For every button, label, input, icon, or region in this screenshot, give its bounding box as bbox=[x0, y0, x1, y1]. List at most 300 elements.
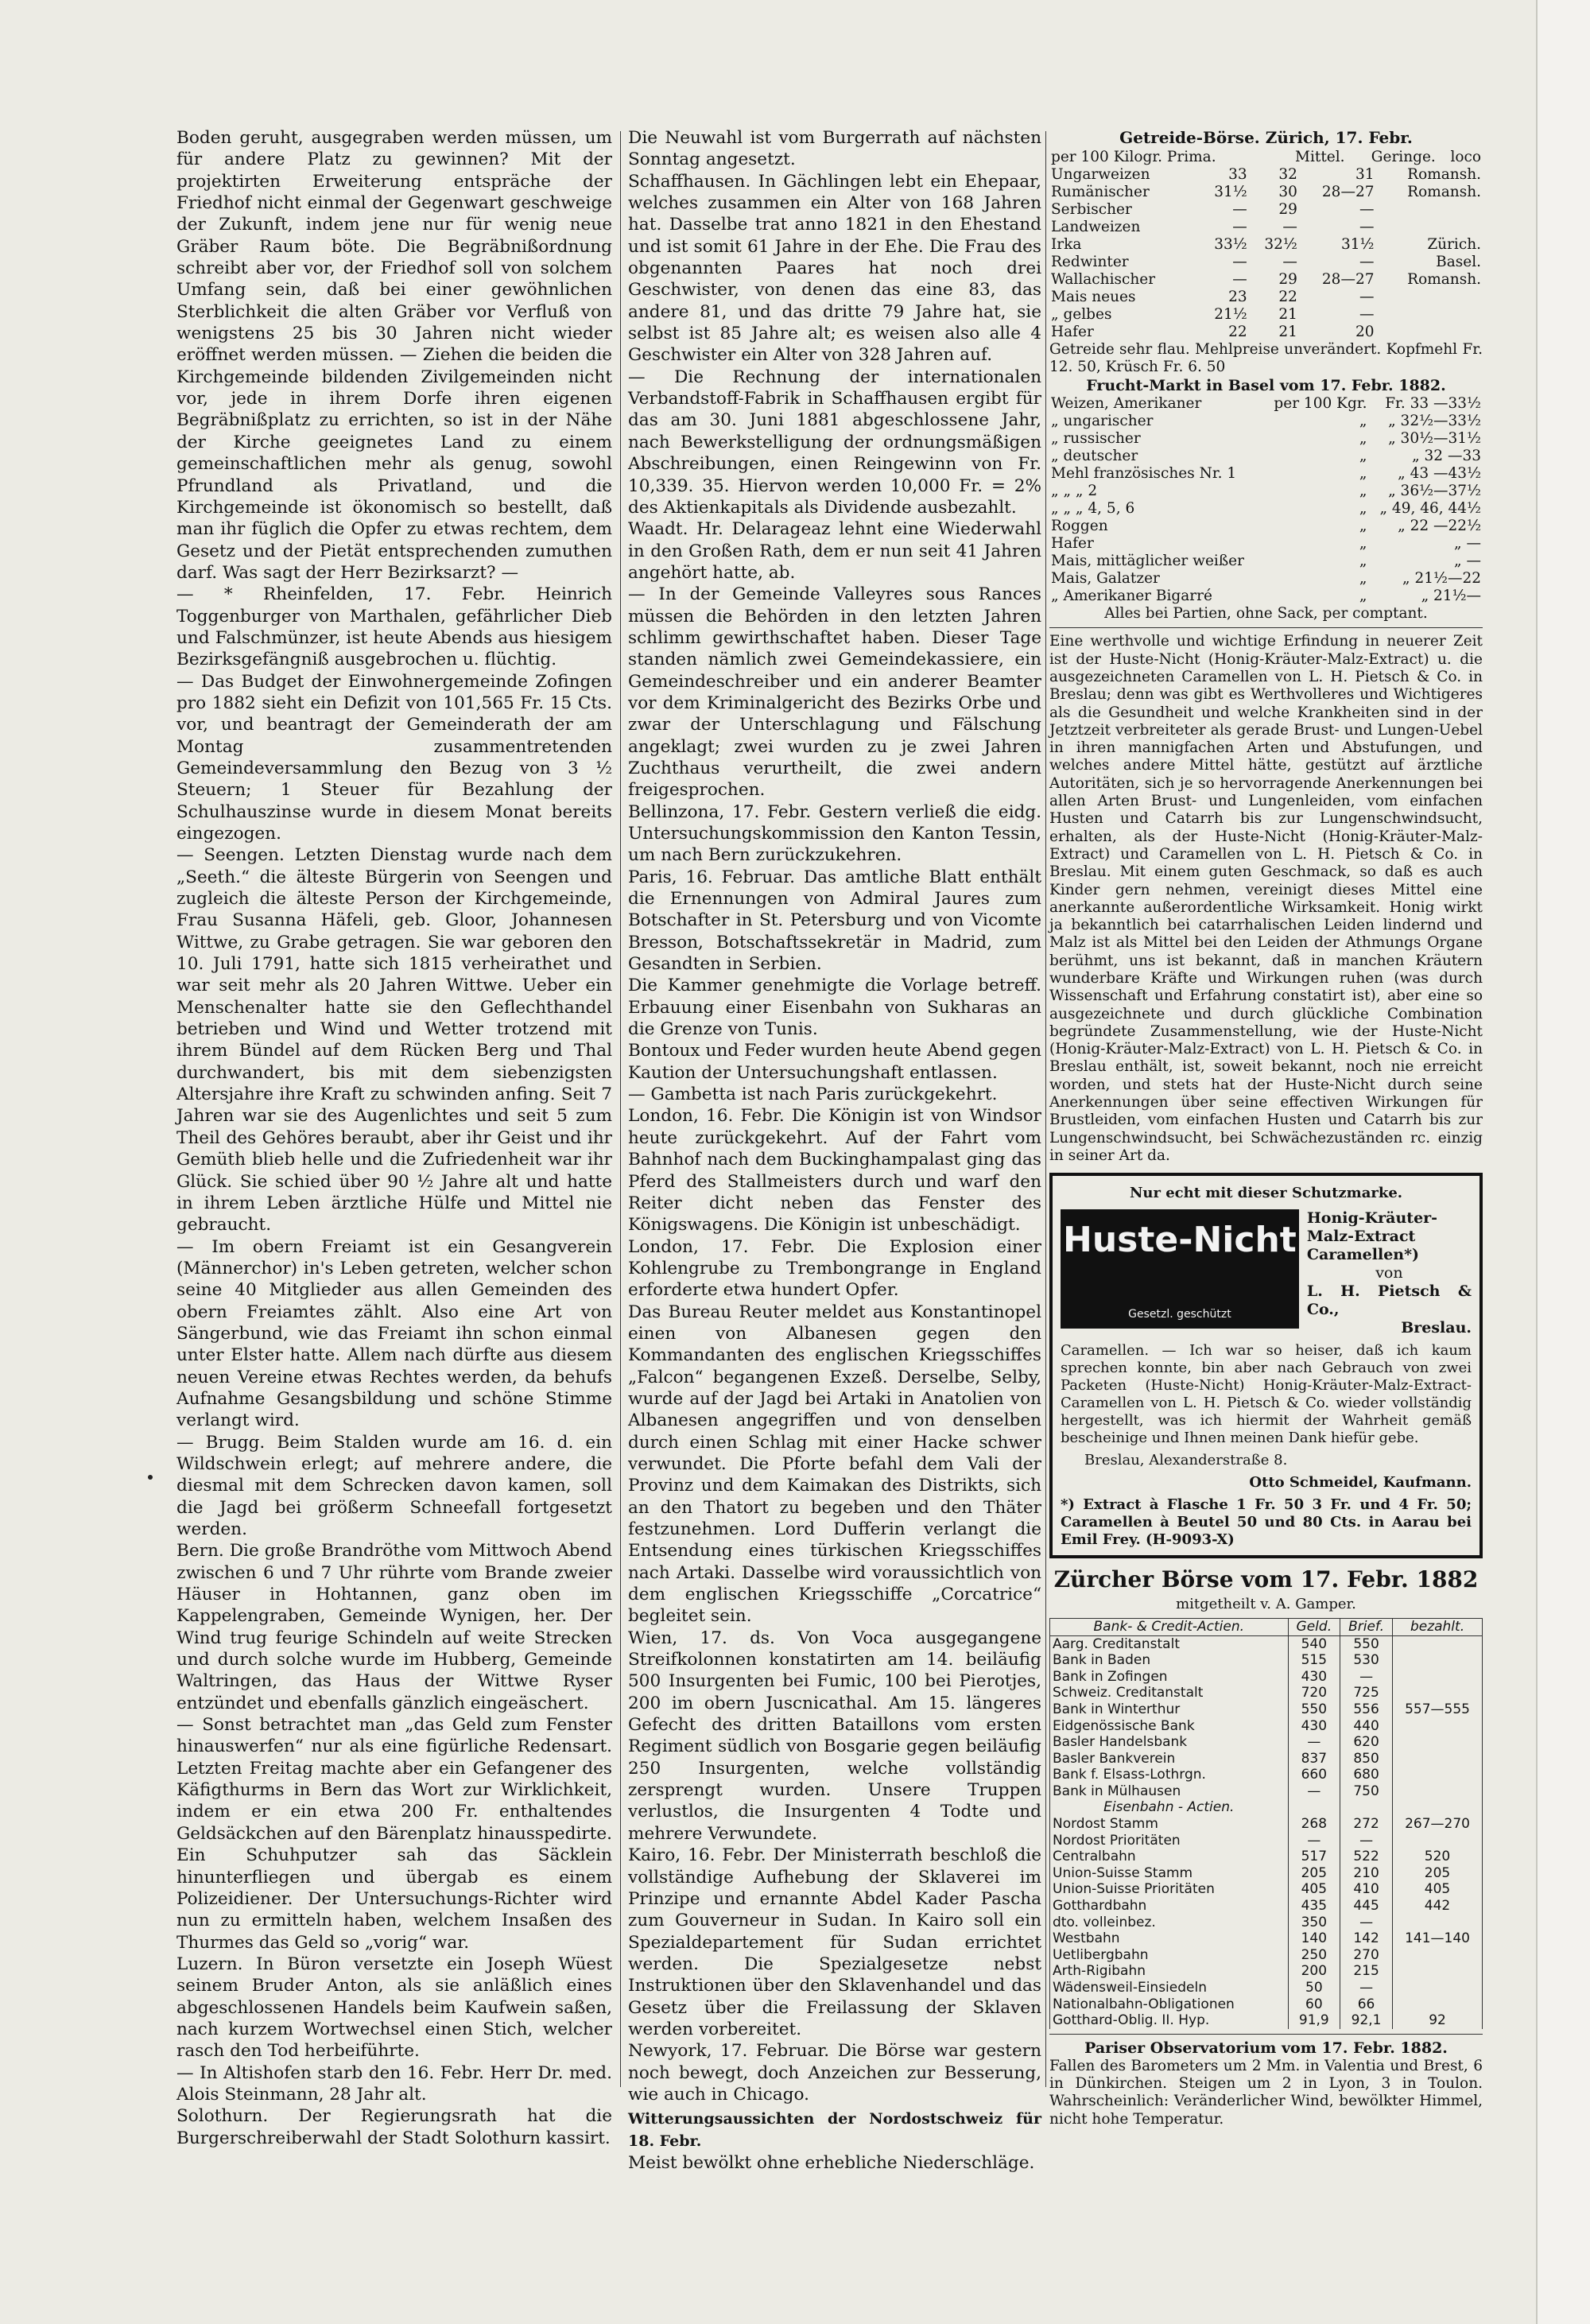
article: Die Neuwahl ist vom Burgerrath auf nächsten Sonntag angesetzt. bbox=[628, 128, 1041, 170]
article: Solothurn. Der Regierungsrath hat die Burgerschreiberwahl der Stadt Solothurn kassirt. bbox=[176, 2106, 612, 2148]
table-cell: — bbox=[1359, 201, 1375, 219]
article: Waadt. Hr. Delarageaz lehnt eine Wiederwahl in den Großen Rath, dem er nun seit 41 Jahren angehört hatte, ab. bbox=[628, 519, 1041, 583]
weather-text: Meist bewölkt ohne erhebliche Niederschläge. bbox=[628, 2152, 1035, 2173]
table-cell: Centralbahn bbox=[1050, 1849, 1289, 1865]
article: — Sonst betrachtet man „das Geld zum Fenster hinauswerfen“ nur als eine figürliche Redensart. Letzten Freitag machte aber ein Gefangener des Käfigthurms in Bern das Wort zur Wirklichkeit, indem er ein etwa 200 Fr. enthaltendes Geldsäckchen auf den Bärenplatz hinausspedirte. Ein Schuhputzer sah das Säcklein hinunterfliegen und übergab es einem Polizeidiener. Der Untersuchungs-Richter wird nun zu ermitteln haben, welchem Insaßen des Thurmes das Geld so „vorig“ war. bbox=[176, 1715, 612, 1953]
weather-heading: Witterungsaussichten der Nordostschweiz für 18. Febr. bbox=[628, 2110, 1041, 2150]
frucht-title: Frucht-Markt in Basel vom 17. Febr. 1882. bbox=[1086, 377, 1446, 395]
table-cell: 517 bbox=[1288, 1849, 1340, 1865]
table-row bbox=[1050, 1751, 1483, 1767]
table-cell: 142 bbox=[1340, 1930, 1393, 1947]
article: Bern. Die große Brandröthe vom Mittwoch Abend zwischen 6 und 7 Uhr rührte vom Brande zweier Häuser in Hohtannen, ganz oben im Kappelengraben, Gemeinde Wynigen, her. Der Wind trug feurige Schindeln auf weite Strecken und durch solche wurde im Hubberg, Gemeinde Waltringen, das Haus der Wittwe Ryser entzündet und ebenfalls gänzlich eingeäschert. bbox=[176, 1541, 612, 1713]
table-cell: Hafer bbox=[1051, 535, 1094, 553]
observatory-text: Fallen des Barometers um 2 Mm. in Valentia und Brest, 6 in Dünkirchen. Steigen um 2 in Lyon, 3 in Toulon. Wahrscheinlich: Veränderlicher Wind, bewölkter Himmel, nicht hohe Temperatur. bbox=[1049, 2057, 1483, 2128]
table-cell bbox=[1393, 1734, 1483, 1751]
table-cell bbox=[1393, 1915, 1483, 1931]
table-cell: 205 bbox=[1393, 1865, 1483, 1882]
table-cell: 22 bbox=[1278, 289, 1297, 306]
table-row bbox=[1050, 1963, 1483, 1980]
table-cell: — bbox=[1359, 254, 1375, 271]
table-cell: 435 bbox=[1288, 1898, 1340, 1915]
table-cell: 556 bbox=[1340, 1701, 1393, 1718]
table-cell: „ gelbes bbox=[1051, 306, 1112, 324]
table-row bbox=[1050, 1816, 1483, 1833]
table-cell: „ bbox=[1359, 588, 1367, 605]
article: Luzern. In Büron versetzte ein Joseph Wüest seinem Bruder Anton, als sie anläßlich eines abgeschlossenen Handels beim Kaufwein saßen, nach kurzem Wortwechsel einen Stich, welcher rasch den Tod herbeiführte. bbox=[176, 1953, 612, 2062]
getreide-note: Getreide sehr flau. Mehlpreise unverändert. Kopfmehl Fr. 12. 50, Krüsch Fr. 6. 50 bbox=[1049, 341, 1483, 376]
advertisement bbox=[1049, 1173, 1483, 1558]
table-cell: Nordost Prioritäten bbox=[1050, 1833, 1289, 1849]
table-row bbox=[1050, 1783, 1483, 1800]
table-cell: Aarg. Creditanstalt bbox=[1050, 1635, 1289, 1652]
divider bbox=[1049, 627, 1483, 628]
table-cell: 350 bbox=[1288, 1915, 1340, 1931]
article: Wien, 17. ds. Von Voca ausgegangene Streifkolonnen konstatirten am 14. beiläufig 500 Insurgenten bei Fumic, 100 bei Pierotjes, 200 im obern Juscnicathal. Am 15. längeres Gefecht des dritten Bataillons vom ersten Regiment südlich von Bosgarie gegen beiläufig 250 Insurgenten, welche vollständig zersprengt wurden. Unsere Truppen verlustlos, die Insurgenten 4 Todte und mehrere Verwundete. bbox=[628, 1628, 1041, 1844]
table-cell bbox=[1393, 1963, 1483, 1980]
table-row bbox=[1049, 254, 1483, 271]
table-cell: „ bbox=[1359, 483, 1367, 500]
table-cell bbox=[1393, 1767, 1483, 1783]
table-cell: — bbox=[1340, 1915, 1393, 1931]
logo-title: Huste-Nicht bbox=[1063, 1219, 1297, 1260]
article: — Die Rechnung der internationalen Verbandstoff-Fabrik in Schaffhausen ergibt für das am 30. Juni 1881 abgeschlossene Jahr, nach Bewerkstelligung der ordnungsmäßigen Abschreibungen, einen Reingewinn von Fr. 10,339. 35. Hiervon werden 10,000 Fr. = 2% des Aktienkapitals als Dividende ausbezahlt. bbox=[628, 367, 1041, 518]
table-cell bbox=[1393, 1718, 1483, 1735]
table-cell: — bbox=[1340, 1980, 1393, 1996]
header-cell: per 100 Kilogr. Prima. bbox=[1051, 149, 1216, 166]
table-cell: Westbahn bbox=[1050, 1930, 1289, 1947]
table-cell: Wädensweil-Einsiedeln bbox=[1050, 1980, 1289, 1996]
ad-heading: Nur echt mit dieser Schutzmarke. bbox=[1129, 1185, 1403, 1202]
header-cell: bezahlt. bbox=[1393, 1618, 1483, 1635]
table-cell: „ „ „ 2 bbox=[1051, 483, 1098, 500]
getreide-table bbox=[1049, 149, 1483, 166]
column-1 bbox=[176, 127, 612, 2148]
table-row bbox=[1050, 1849, 1483, 1865]
table-cell: 91,9 bbox=[1288, 2012, 1340, 2029]
borse-title: Zürcher Börse vom 17. Febr. 1882 bbox=[1053, 1565, 1479, 1593]
table-cell: — bbox=[1288, 1833, 1340, 1849]
article: — Gambetta ist nach Paris zurückgekehrt. bbox=[628, 1084, 998, 1105]
article: Die Kammer genehmigte die Vorlage betreff. Erbauung einer Eisenbahn von Sukharas an die Grenze von Tunis. bbox=[628, 976, 1041, 1040]
table-cell: — bbox=[1288, 1783, 1340, 1800]
table-cell: Mehl französisches Nr. 1 bbox=[1051, 465, 1237, 483]
column-rule bbox=[620, 131, 621, 2087]
table-cell bbox=[1376, 289, 1483, 306]
table-cell: 32½ bbox=[1264, 236, 1297, 254]
table-row bbox=[1050, 2012, 1483, 2029]
table-cell: Fr. 33 —33½ bbox=[1385, 395, 1481, 413]
table-cell: Redwinter bbox=[1051, 254, 1129, 271]
ad-footnote: *) Extract à Flasche 1 Fr. 50 3 Fr. und 4 Fr. 50; Caramellen à Beutel 50 und 80 Cts. in Aarau bei Emil Frey. (H-9093-X) bbox=[1061, 1496, 1472, 1548]
table-row bbox=[1050, 1767, 1483, 1783]
table-cell bbox=[1393, 1799, 1483, 1816]
table-cell bbox=[1393, 1833, 1483, 1849]
table-cell: 28—27 bbox=[1321, 271, 1375, 289]
logo-subtitle: Gesetzl. geschützt bbox=[1128, 1307, 1231, 1321]
section-row bbox=[1050, 1799, 1483, 1816]
article: Newyork, 17. Februar. Die Börse war gestern noch bewegt, doch Anzeichen zur Besserung, wie auch in Chicago. bbox=[628, 2041, 1041, 2105]
table-cell: 410 bbox=[1340, 1881, 1393, 1898]
table-cell: 141—140 bbox=[1393, 1930, 1483, 1947]
table-cell: „ 43 —43½ bbox=[1398, 465, 1481, 483]
observatory-title: Pariser Observatorium vom 17. Febr. 1882. bbox=[1084, 2039, 1448, 2057]
table-cell: 200 bbox=[1288, 1963, 1340, 1980]
table-cell bbox=[1393, 1996, 1483, 2013]
table-cell: 215 bbox=[1340, 1963, 1393, 1980]
table-row bbox=[1049, 413, 1483, 430]
table-cell: Bank in Zofingen bbox=[1050, 1669, 1289, 1686]
table-row bbox=[1049, 465, 1483, 483]
table-cell: „ russischer bbox=[1051, 430, 1141, 448]
table-cell: Landweizen bbox=[1051, 219, 1141, 236]
table-cell: 21 bbox=[1278, 306, 1297, 324]
table-cell: 557—555 bbox=[1393, 1701, 1483, 1718]
ad-line: Honig-Kräuter- bbox=[1306, 1209, 1438, 1227]
table-cell: „ bbox=[1359, 413, 1367, 430]
table-cell: Basler Handelsbank bbox=[1050, 1734, 1289, 1751]
huste-article: Eine werthvolle und wichtige Erfindung in neuerer Zeit ist der Huste-Nicht (Honig-Kräuter-Malz-Extract) u. die ausgezeichneten Caramellen von L. H. Pietsch & Co. in Breslau; denn was gibt es Werthvolleres und Wichtigeres als die Gesundheit und welche Krankheiten sind in der Jetztzeit verbreiteter als gerade Brust- und Lungen-Uebel in ihren mannigfachen Arten und Abstufungen, und welches andere Mittel hätte, gestützt auf ärztliche Autoritäten, sich je so hervorragende Anerkennungen bei allen Arten Brust- und Lungenleiden, vom einfachen Husten und Catarrh bis zur Lungenschwindsucht, erhalten, als der Huste-Nicht (Honig-Kräuter-Malz-Extract) und Caramellen von L. H. Pietsch & Co. in Breslau. Mit einem guten Geschmack, so daß es auch Kinder gern nehmen, vereinigt dieses Mittel eine anerkannte außerordentliche Wirksamkeit. Honig wirkt ja bekanntlich bei catarrhalischen Leiden lindernd und Malz ist als Mittel bei den Leiden der Athmungs Organe berühmt, uns ist bekannt, daß in manchen Kräutern wunderbare Kräfte und Wirkungen ruhen (was durch Wissenschaft und Erfahrung constatirt ist), aber eine so ausgezeichnete und durch glückliche Combination begründete Zusammenstellung, wie der Huste-Nicht (Honig-Kräuter-Malz-Extract) von L. H. Pietsch & Co. in Breslau enthält, ist, soweit bekannt, noch nie erreicht worden, und stets hat der Huste-Nicht durch seine Anerkennungen über seine effectiven Wirkungen für Brustleiden, vom einfachen Husten und Catarrh bis zur Lungenschwindsucht, bei Schwächezuständen rc. einzig in seiner Art da. bbox=[1049, 633, 1483, 1164]
table-cell bbox=[1376, 201, 1483, 219]
table-cell bbox=[1393, 1685, 1483, 1701]
table-cell: per 100 Kgr. bbox=[1274, 395, 1367, 413]
column-3 bbox=[1049, 127, 1483, 2128]
frucht-table bbox=[1049, 395, 1483, 605]
table-cell: 50 bbox=[1288, 1980, 1340, 1996]
table-cell bbox=[1393, 1947, 1483, 1964]
table-row bbox=[1049, 588, 1483, 605]
table-cell bbox=[1393, 1652, 1483, 1669]
table-cell: 31 bbox=[1355, 166, 1375, 184]
table-cell: Nordost Stamm bbox=[1050, 1816, 1289, 1833]
table-cell: — bbox=[1359, 306, 1375, 324]
table-cell: — bbox=[1282, 219, 1297, 236]
table-cell: — bbox=[1359, 289, 1375, 306]
table-row bbox=[1049, 500, 1483, 518]
table-cell: 21 bbox=[1278, 324, 1297, 341]
article: Bontoux und Feder wurden heute Abend gegen Kaution der Untersuchungshaft entlassen. bbox=[628, 1041, 1041, 1083]
table-cell: — bbox=[1232, 201, 1247, 219]
table-cell: 442 bbox=[1393, 1898, 1483, 1915]
table-cell: Mais neues bbox=[1051, 289, 1136, 306]
article: — * Rheinfelden, 17. Febr. Heinrich Toggenburger von Marthalen, gefährlicher Dieb und Falschmünzer, ist heute Abends aus hiesigem Bezirksgefängniß ausgebrochen u. flüchtig. bbox=[176, 584, 612, 670]
ad-testimonial: Caramellen. — Ich war so heiser, daß ich kaum sprechen konnte, bin aber nach Gebrauch von zwei Packeten (Huste-Nicht) Honig-Kräuter-Malz-Extract-Caramellen von L. H. Pietsch & Co. wieder vollständig hergestellt, was ich hiermit der Wahrheit gemäß bescheinige und Ihnen meinen Dank hiefür gebe. bbox=[1061, 1341, 1472, 1446]
table-cell: Uetlibergbahn bbox=[1050, 1947, 1289, 1964]
table-cell: Gotthard-Oblig. II. Hyp. bbox=[1050, 2012, 1289, 2029]
table-cell: 620 bbox=[1340, 1734, 1393, 1751]
table-cell: 29 bbox=[1278, 201, 1297, 219]
table-cell bbox=[1393, 1635, 1483, 1652]
header-cell: Geringe. bbox=[1371, 149, 1436, 166]
table-cell: 250 bbox=[1288, 1947, 1340, 1964]
table-row bbox=[1049, 553, 1483, 570]
table-cell bbox=[1393, 1783, 1483, 1800]
table-cell: 850 bbox=[1340, 1751, 1393, 1767]
table-row bbox=[1049, 236, 1483, 254]
column-2 bbox=[628, 127, 1041, 2173]
table-row bbox=[1050, 1865, 1483, 1882]
section-label: Eisenbahn - Actien. bbox=[1050, 1799, 1289, 1816]
table-row bbox=[1050, 1669, 1483, 1686]
table-cell: Romansh. bbox=[1407, 166, 1481, 184]
table-cell: 29 bbox=[1278, 271, 1297, 289]
table-cell: 750 bbox=[1340, 1783, 1393, 1800]
article: Bellinzona, 17. Febr. Gestern verließ die eidg. Untersuchungskommission den Kanton Tessin, um nach Bern zurückzukehren. bbox=[628, 801, 1041, 866]
table-cell: „ 30½—31½ bbox=[1388, 430, 1481, 448]
table-cell: 837 bbox=[1288, 1751, 1340, 1767]
table-cell: — bbox=[1282, 254, 1297, 271]
table-cell bbox=[1376, 219, 1483, 236]
table-row bbox=[1050, 1947, 1483, 1964]
table-cell: 522 bbox=[1340, 1849, 1393, 1865]
table-row bbox=[1050, 1996, 1483, 2013]
table-row bbox=[1049, 518, 1483, 535]
ad-line: Malz-Extract bbox=[1306, 1227, 1416, 1245]
ad-sign-place: Breslau, Alexanderstraße 8. bbox=[1084, 1451, 1288, 1469]
table-row bbox=[1049, 448, 1483, 465]
table-cell: 33½ bbox=[1214, 236, 1247, 254]
table-cell: „ 21½—22 bbox=[1402, 570, 1481, 588]
table-cell: 660 bbox=[1288, 1767, 1340, 1783]
header-cell: Brief. bbox=[1340, 1618, 1393, 1635]
table-cell: Union-Suisse Stamm bbox=[1050, 1865, 1289, 1882]
table-cell: 33 bbox=[1228, 166, 1247, 184]
table-cell bbox=[1393, 1751, 1483, 1767]
table-row bbox=[1050, 1652, 1483, 1669]
table-cell: 440 bbox=[1340, 1718, 1393, 1735]
table-row bbox=[1050, 1980, 1483, 1996]
table-cell: Basler Bankverein bbox=[1050, 1751, 1289, 1767]
table-row bbox=[1049, 184, 1483, 201]
table-cell: Weizen, Amerikaner bbox=[1051, 395, 1202, 413]
article: — In der Gemeinde Valleyres sous Rances müssen die Behörden in den letzten Jahren schlimm gewirthschaftet haben. Dieser Tage standen nämlich zwei Gemeindekassiere, ein Gemeindeschreiber und ein anderer Beamter vor dem Kriminalgericht des Bezirks Orbe und zwar der Unterschlagung und Fälschung angeklagt; zwei wurden zu je zwei Jahren Zuchthaus verurtheilt, die zwei andern freigesprochen. bbox=[628, 584, 1041, 801]
table-row bbox=[1049, 483, 1483, 500]
table-row bbox=[1049, 289, 1483, 306]
getreide-rows bbox=[1049, 166, 1483, 341]
table-cell: 30 bbox=[1278, 184, 1297, 201]
article: London, 17. Febr. Die Explosion einer Kohlengrube zu Trembongrange in England erforderte etwa hundert Opfer. bbox=[628, 1236, 1041, 1301]
table-cell: 267—270 bbox=[1393, 1816, 1483, 1833]
trademark-logo bbox=[1061, 1209, 1299, 1329]
table-cell bbox=[1393, 1980, 1483, 1996]
article: — Seengen. Letzten Dienstag wurde nach dem „Seeth.“ die älteste Bürgerin von Seengen und zugleich die älteste Person der Kirchgemeinde, Frau Susanna Häfeli, geb. Gloor, Johannesen Wittwe, zu Grabe getragen. Sie war geboren den 10. Juli 1791, hatte sich 1815 verheirathet und war seit mehr als 20 Jahren Wittwe. Ueber ein Menschenalter hatte sie den Geflechthandel betrieben und Wind und Wetter trotzend mit ihrem Bündel auf dem Rücken Berg und Thal durchwandert, bis mit dem siebenzigsten Altersjahre ihre Kraft zu schwinden anfing. Seit 7 Jahren war sie des Augenlichtes und seit 5 zum Theil des Gehöres beraubt, aber ihr Geist und ihr Gemüth blieb helle und die Zufriedenheit war ihr Glück. Sie schied über 90 ½ Jahre alt und hatte in ihrem Leben ärztliche Hülfe und Mittel nie gebraucht. bbox=[176, 845, 612, 1236]
table-cell bbox=[1288, 1799, 1340, 1816]
table-cell: — bbox=[1340, 1833, 1393, 1849]
table-cell: 270 bbox=[1340, 1947, 1393, 1964]
table-cell: „ bbox=[1359, 430, 1367, 448]
table-cell: 60 bbox=[1288, 1996, 1340, 2013]
table-cell: „ bbox=[1359, 448, 1367, 465]
table-cell: „ bbox=[1359, 518, 1367, 535]
table-cell: „ bbox=[1359, 465, 1367, 483]
table-cell: 725 bbox=[1340, 1685, 1393, 1701]
table-row bbox=[1049, 535, 1483, 553]
table-cell bbox=[1393, 1669, 1483, 1686]
table-cell: 66 bbox=[1340, 1996, 1393, 2013]
table-cell: 720 bbox=[1288, 1685, 1340, 1701]
table-cell: „ „ „ 4, 5, 6 bbox=[1051, 500, 1135, 518]
table-row bbox=[1050, 1734, 1483, 1751]
borse-subtitle: mitgetheilt v. A. Gamper. bbox=[1176, 1595, 1356, 1612]
table-cell: Rumänischer bbox=[1051, 184, 1150, 201]
table-cell: „ 32½—33½ bbox=[1388, 413, 1481, 430]
table-cell: Schweiz. Creditanstalt bbox=[1050, 1685, 1289, 1701]
table-cell: Roggen bbox=[1051, 518, 1108, 535]
table-cell bbox=[1340, 1799, 1393, 1816]
table-cell: „ 21½— bbox=[1421, 588, 1481, 605]
table-cell: 140 bbox=[1288, 1930, 1340, 1947]
table-cell: 28—27 bbox=[1321, 184, 1375, 201]
table-cell: „ bbox=[1359, 535, 1367, 553]
table-header bbox=[1050, 1618, 1483, 1635]
article: — Das Budget der Einwohnergemeinde Zofingen pro 1882 sieht ein Defizit von 101,565 Fr. 15 Cts. vor, und beantragt der Gemeinderath der am Montag zusammentretenden Gemeindeversammlung den Bezug von 3 ½ Steuern; 1 Steuer für Bezahlung der Schulhauszinse wurde in diesem Monat bereits eingezogen. bbox=[176, 671, 612, 844]
table-cell: Wallachischer bbox=[1051, 271, 1156, 289]
table-cell: Bank in Baden bbox=[1050, 1652, 1289, 1669]
divider bbox=[1049, 2034, 1483, 2035]
table-cell: Basel. bbox=[1436, 254, 1481, 271]
table-cell: — bbox=[1288, 1734, 1340, 1751]
table-cell: 31½ bbox=[1341, 236, 1375, 254]
table-cell: 92 bbox=[1393, 2012, 1483, 2029]
table-cell: Gotthardbahn bbox=[1050, 1898, 1289, 1915]
article: London, 16. Febr. Die Königin ist von Windsor heute zurückgekehrt. Auf der Fahrt vom Bahnhof nach dem Buckinghampalast ging das Pferd des Stallmeisters durch und warf den Reiter dicht neben das Fenster des Königswagens. Die Königin ist unbeschädigt. bbox=[628, 1106, 1041, 1236]
table-row bbox=[1049, 201, 1483, 219]
table-cell: Romansh. bbox=[1407, 271, 1481, 289]
table-cell: 405 bbox=[1393, 1881, 1483, 1898]
table-cell: „ 36½—37½ bbox=[1388, 483, 1481, 500]
ad-line: von bbox=[1375, 1263, 1403, 1282]
table-cell: „ 32 —33 bbox=[1412, 448, 1481, 465]
article: — Brugg. Beim Stalden wurde am 16. d. ein Wildschwein erlegt; auf mehrere andere, die diesmal mit dem Schrecken davon kamen, soll die Jagd bei größerm Schneefall fortgesetzt werden. bbox=[176, 1432, 612, 1539]
ad-line: Caramellen*) bbox=[1306, 1245, 1420, 1263]
table-cell: 268 bbox=[1288, 1816, 1340, 1833]
table-cell: dto. volleinbez. bbox=[1050, 1915, 1289, 1931]
table-cell: „ bbox=[1359, 570, 1367, 588]
table-cell: — bbox=[1340, 1669, 1393, 1686]
header-cell: loco bbox=[1450, 149, 1481, 166]
table-cell: „ ungarischer bbox=[1051, 413, 1154, 430]
table-row bbox=[1049, 395, 1483, 413]
table-cell: 520 bbox=[1393, 1849, 1483, 1865]
table-cell: Mais, Galatzer bbox=[1051, 570, 1160, 588]
table-cell: — bbox=[1232, 219, 1247, 236]
table-cell: 515 bbox=[1288, 1652, 1340, 1669]
table-cell: „ deutscher bbox=[1051, 448, 1138, 465]
table-row bbox=[1050, 1930, 1483, 1947]
table-row bbox=[1050, 1701, 1483, 1718]
table-cell: Union-Suisse Prioritäten bbox=[1050, 1881, 1289, 1898]
table-cell: 21½ bbox=[1214, 306, 1247, 324]
ad-sign-name: Otto Schmeidel, Kaufmann. bbox=[1249, 1473, 1472, 1491]
header-cell: Bank- & Credit-Actien. bbox=[1050, 1618, 1289, 1635]
table-row bbox=[1049, 324, 1483, 341]
table-row bbox=[1049, 219, 1483, 236]
ink-spot bbox=[148, 1475, 153, 1480]
table-cell: 23 bbox=[1228, 289, 1247, 306]
table-row bbox=[1050, 1718, 1483, 1735]
table-row bbox=[1050, 1915, 1483, 1931]
table-cell: — bbox=[1359, 219, 1375, 236]
table-cell: „ bbox=[1359, 500, 1367, 518]
table-row bbox=[1049, 166, 1483, 184]
table-cell: Romansh. bbox=[1407, 184, 1481, 201]
ad-product-lines bbox=[1307, 1209, 1472, 1337]
table-cell: Eidgenössische Bank bbox=[1050, 1718, 1289, 1735]
table-cell: „ bbox=[1359, 553, 1367, 570]
table-row bbox=[1050, 1685, 1483, 1701]
article: Kairo, 16. Febr. Der Ministerrath beschloß die vollständige Aufhebung der Sklaverei im Prinzipe und ernannte Abdel Kader Pascha zum Gouverneur in Sudan. In Kairo soll ein Spezialdepartement für Sudan errichtet werden. Die Spezialgesetze nebst Instruktionen über den Sklavenhandel und das Gesetz über die Freilassung der Sklaven werden vorbereitet. bbox=[628, 1845, 1041, 2039]
table-cell: 20 bbox=[1355, 324, 1375, 341]
header-cell: Geld. bbox=[1288, 1618, 1340, 1635]
article: Boden geruht, ausgegraben werden müssen, um für andere Platz zu gewinnen? Mit der projektirten Erweiterung entspräche der Friedhof nicht einmal der Gegenwart geschweige der Zukunft, indem jene nur für wenig neue Gräber Raum böte. Die Begräbnißordnung schreibt aber vor, der Friedhof soll von solchem Umfang sein, daß bei einer gewöhnlichen Sterblichkeit die alten Gräber vor Verfluß von wenigstens 25 bis 30 Jahren nicht wieder eröffnet werden müssen. — Ziehen die beiden die Kirchgemeinde bildenden Zivilgemeinden nicht vor, jede in ihrem Dorfe ihren eigenen Begräbnißplatz zu errichten, so ist in der Nähe der Kirche geeignetes Land zu einem gemeinschaftlichen mehr als genug, sowohl Pfrundland als Privatland, und die Kirchgemeinde ist ökonomisch so bestellt, daß man ihr füglich die Opfer zu etwas rechtem, dem Gesetz und der Pietät entsprechenden zumuthen darf. Was sagt der Herr Bezirksarzt? — bbox=[176, 128, 612, 583]
article: Schaffhausen. In Gächlingen lebt ein Ehepaar, welches zusammen ein Alter von 168 Jahren hat. Dasselbe trat anno 1821 in den Ehestand und ist somit 61 Jahre in der Ehe. Die Frau des obgenannten Paares hat noch drei Geschwister, von denen das eine 83, das andere 81, und das dritte 79 Jahre hat, sie selbst ist 85 Jahre alt; es weisen also alle 4 Geschwister ein Alter von 328 Jahren auf. bbox=[628, 171, 1041, 366]
table-cell: 210 bbox=[1340, 1865, 1393, 1882]
table-row bbox=[1050, 1635, 1483, 1652]
article: — Im obern Freiamt ist ein Gesangverein (Männerchor) in's Leben getreten, welcher schon seine 40 Mitglieder aus allen Gemeinden des obern Freiamtes zählt. Also eine Art von Sängerbund, wie das Freiamt ihn schon einmal unter Elster hatte. Allem nach dürfte aus diesem neuen Vereine etwas Rechtes werden, da behufs Aufnahme Gesangsbildung und schöne Stimme verlangt wird. bbox=[176, 1236, 612, 1431]
article: Paris, 16. Februar. Das amtliche Blatt enthält die Ernennungen von Admiral Jaures zum Botschafter in St. Petersburg und von Vicomte Bresson, Botschaftssekretär in Madrid, zum Gesandten in Serbien. bbox=[628, 867, 1041, 975]
scan-border bbox=[1536, 0, 1590, 2324]
ad-logo-row bbox=[1061, 1209, 1472, 1337]
table-cell: „ 49, 46, 44½ bbox=[1379, 500, 1481, 518]
table-cell: „ Amerikaner Bigarré bbox=[1051, 588, 1212, 605]
table-cell: Serbischer bbox=[1051, 201, 1132, 219]
table-cell: 530 bbox=[1340, 1652, 1393, 1669]
table-cell: — bbox=[1232, 271, 1247, 289]
table-row bbox=[1049, 271, 1483, 289]
table-cell: 31½ bbox=[1214, 184, 1247, 201]
table-cell: Irka bbox=[1051, 236, 1082, 254]
table-cell: Bank in Mülhausen bbox=[1050, 1783, 1289, 1800]
table-cell: Nationalbahn-Obligationen bbox=[1050, 1996, 1289, 2013]
table-cell: Bank in Winterthur bbox=[1050, 1701, 1289, 1718]
table-cell: 550 bbox=[1288, 1701, 1340, 1718]
table-cell: „ — bbox=[1454, 553, 1481, 570]
table-cell: 205 bbox=[1288, 1865, 1340, 1882]
table-row bbox=[1050, 1833, 1483, 1849]
table-cell: 272 bbox=[1340, 1816, 1393, 1833]
article: Das Bureau Reuter meldet aus Konstantinopel einen von Albanesen gegen den Kommandanten des englischen Kriegsschiffes „Falcon“ begangenen Exzeß. Derselbe, Selby, wurde auf der Jagd bei Artaki in Anatolien von Albanesen angegriffen und von denselben durch einen Schlag mit einer Hacke schwer verwundet. Die Pforte befahl dem Vali der Provinz und dem Kaimakan des Distrikts, sich an den Thatort zu begeben und den Thäter festzunehmen. Lord Dufferin verlangt die Entsendung eines türkischen Kriegsschiffes nach Artaki. Dasselbe wird voraussichtlich von dem englischen Kriegsschiffe „Corcatrice“ begleitet sein. bbox=[628, 1302, 1041, 1627]
table-cell: 22 bbox=[1228, 324, 1247, 341]
getreide-title: Getreide-Börse. Zürich, 17. Febr. bbox=[1119, 128, 1413, 147]
table-cell: 445 bbox=[1340, 1898, 1393, 1915]
table-cell: — bbox=[1232, 254, 1247, 271]
table-cell: 430 bbox=[1288, 1669, 1340, 1686]
table-cell: 92,1 bbox=[1340, 2012, 1393, 2029]
table-row bbox=[1050, 1898, 1483, 1915]
table-cell: Mais, mittäglicher weißer bbox=[1051, 553, 1244, 570]
table-cell: „ 22 —22½ bbox=[1398, 518, 1481, 535]
table-row bbox=[1049, 430, 1483, 448]
ad-line: L. H. Pietsch & Co., bbox=[1306, 1282, 1472, 1318]
table-header bbox=[1049, 149, 1483, 166]
table-cell: Bank f. Elsass-Lothrgn. bbox=[1050, 1767, 1289, 1783]
table-cell: 430 bbox=[1288, 1718, 1340, 1735]
table-cell: Hafer bbox=[1051, 324, 1094, 341]
table-cell: „ — bbox=[1454, 535, 1481, 553]
table-cell: Ungarweizen bbox=[1051, 166, 1150, 184]
table-row bbox=[1049, 570, 1483, 588]
table-cell: 32 bbox=[1278, 166, 1297, 184]
table-cell: 540 bbox=[1288, 1635, 1340, 1652]
table-cell: Zürich. bbox=[1427, 236, 1481, 254]
ad-line: Breslau. bbox=[1401, 1318, 1472, 1337]
table-row bbox=[1049, 306, 1483, 324]
table-cell bbox=[1376, 306, 1483, 324]
table-cell: 405 bbox=[1288, 1881, 1340, 1898]
table-cell bbox=[1376, 324, 1483, 341]
header-cell: Mittel. bbox=[1295, 149, 1345, 166]
article: — In Altishofen starb den 16. Febr. Herr Dr. med. Alois Steinmann, 28 Jahr alt. bbox=[176, 2062, 612, 2105]
table-row bbox=[1050, 1881, 1483, 1898]
